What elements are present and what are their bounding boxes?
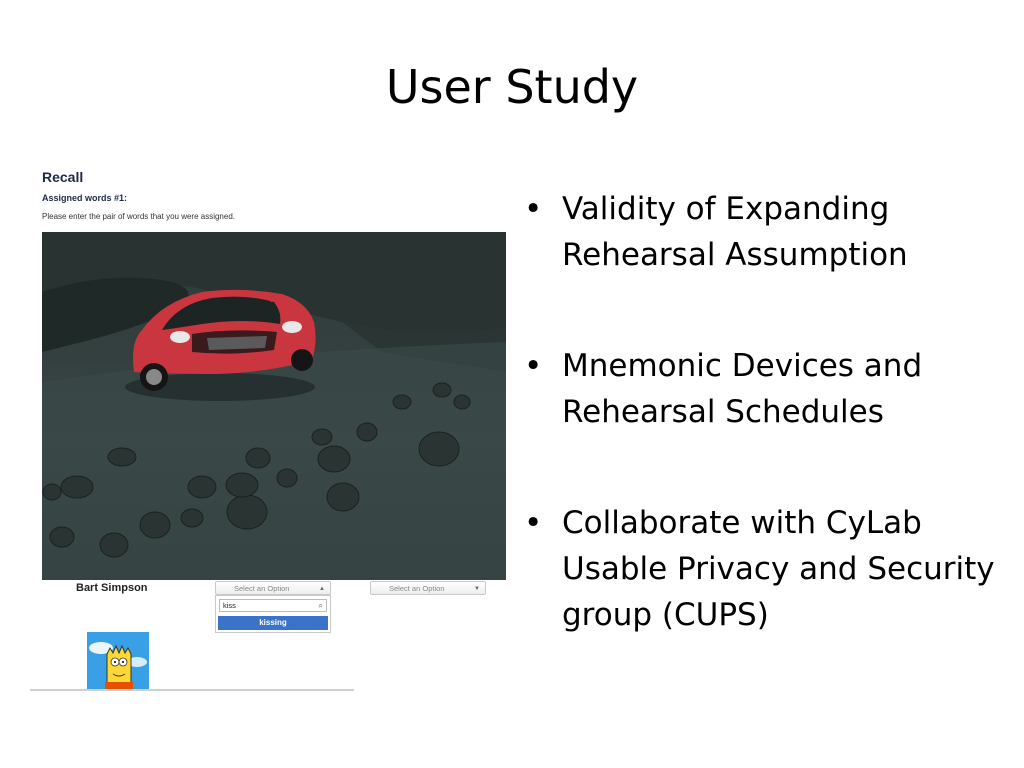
select-2-placeholder: Select an Option	[389, 584, 445, 593]
recall-screenshot	[30, 163, 510, 693]
recall-instructions: Please enter the pair of words that you were assigned.	[42, 212, 235, 221]
bullet-icon: •	[524, 348, 543, 384]
bullet-item	[524, 343, 1004, 435]
word-select-2[interactable]	[370, 581, 486, 595]
bart-simpson-avatar	[87, 632, 149, 690]
bullet-text: Mnemonic Devices and Rehearsal Schedules	[562, 348, 923, 430]
bullet-list	[524, 186, 1004, 703]
select-1-placeholder: Select an Option	[234, 584, 290, 593]
chevron-up-icon: ▲	[319, 586, 325, 592]
search-icon: ⌕	[318, 601, 323, 610]
bullet-item	[524, 500, 1004, 638]
bullet-text: Collaborate with CyLab Usable Privacy and Security group (CUPS)	[562, 505, 995, 633]
dropdown-search-input[interactable]	[219, 599, 327, 612]
word-select-1-dropdown	[215, 595, 331, 633]
bullet-icon: •	[524, 505, 543, 541]
divider	[30, 689, 354, 691]
slide-title: User Study	[385, 60, 639, 114]
car-photo	[42, 232, 506, 580]
bullet-text: Validity of Expanding Rehearsal Assumption	[562, 191, 908, 273]
dropdown-search-value: kiss	[223, 601, 236, 610]
assigned-words-label: Assigned words #1:	[42, 193, 128, 203]
chevron-down-icon: ▼	[474, 586, 480, 592]
person-name-label: Bart Simpson	[76, 582, 148, 594]
word-select-1[interactable]	[215, 581, 331, 595]
bullet-icon: •	[524, 191, 543, 227]
bullet-item	[524, 186, 1004, 278]
dropdown-option[interactable]: kissing	[218, 616, 328, 630]
recall-heading: Recall	[42, 169, 84, 185]
